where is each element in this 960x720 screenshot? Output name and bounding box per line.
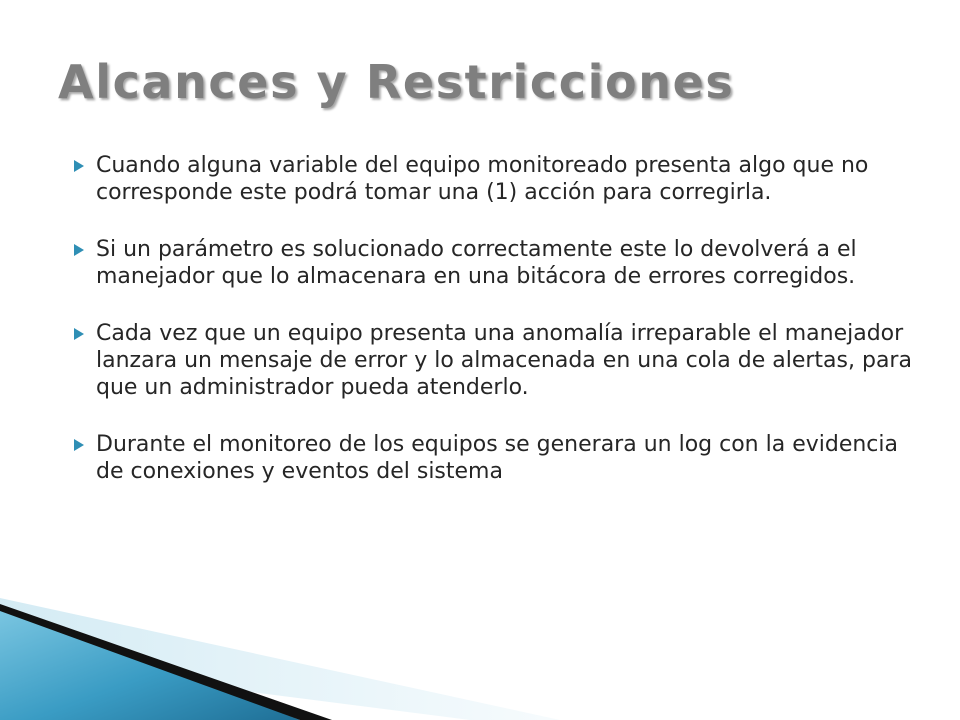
bullet-item <box>72 431 912 485</box>
triangle-right-icon <box>74 431 88 458</box>
bullet-text: Cuando alguna variable del equipo monitoreado presenta algo que no corresponde este podrá tomar una (1) acción para corregirla. <box>96 153 869 205</box>
bullet-item <box>72 236 912 290</box>
bullet-item <box>72 152 912 206</box>
bullet-text: Cada vez que un equipo presenta una anomalía irreparable el manejador lanzara un mensaje de error y lo almacenada en una cola de alertas, para que un administrador pueda atenderlo. <box>96 321 912 400</box>
bullet-text: Durante el monitoreo de los equipos se generara un log con la evidencia de conexiones y eventos del sistema <box>96 432 898 484</box>
triangle-right-icon <box>74 236 88 263</box>
bullet-list <box>72 152 912 515</box>
slide-title: Alcances y Restricciones <box>58 55 735 109</box>
bullet-text: Si un parámetro es solucionado correctamente este lo devolverá a el manejador que lo almacenara en una bitácora de errores corregidos. <box>96 237 857 289</box>
triangle-right-icon <box>74 320 88 347</box>
triangle-right-icon <box>74 152 88 179</box>
bullet-item <box>72 320 912 401</box>
